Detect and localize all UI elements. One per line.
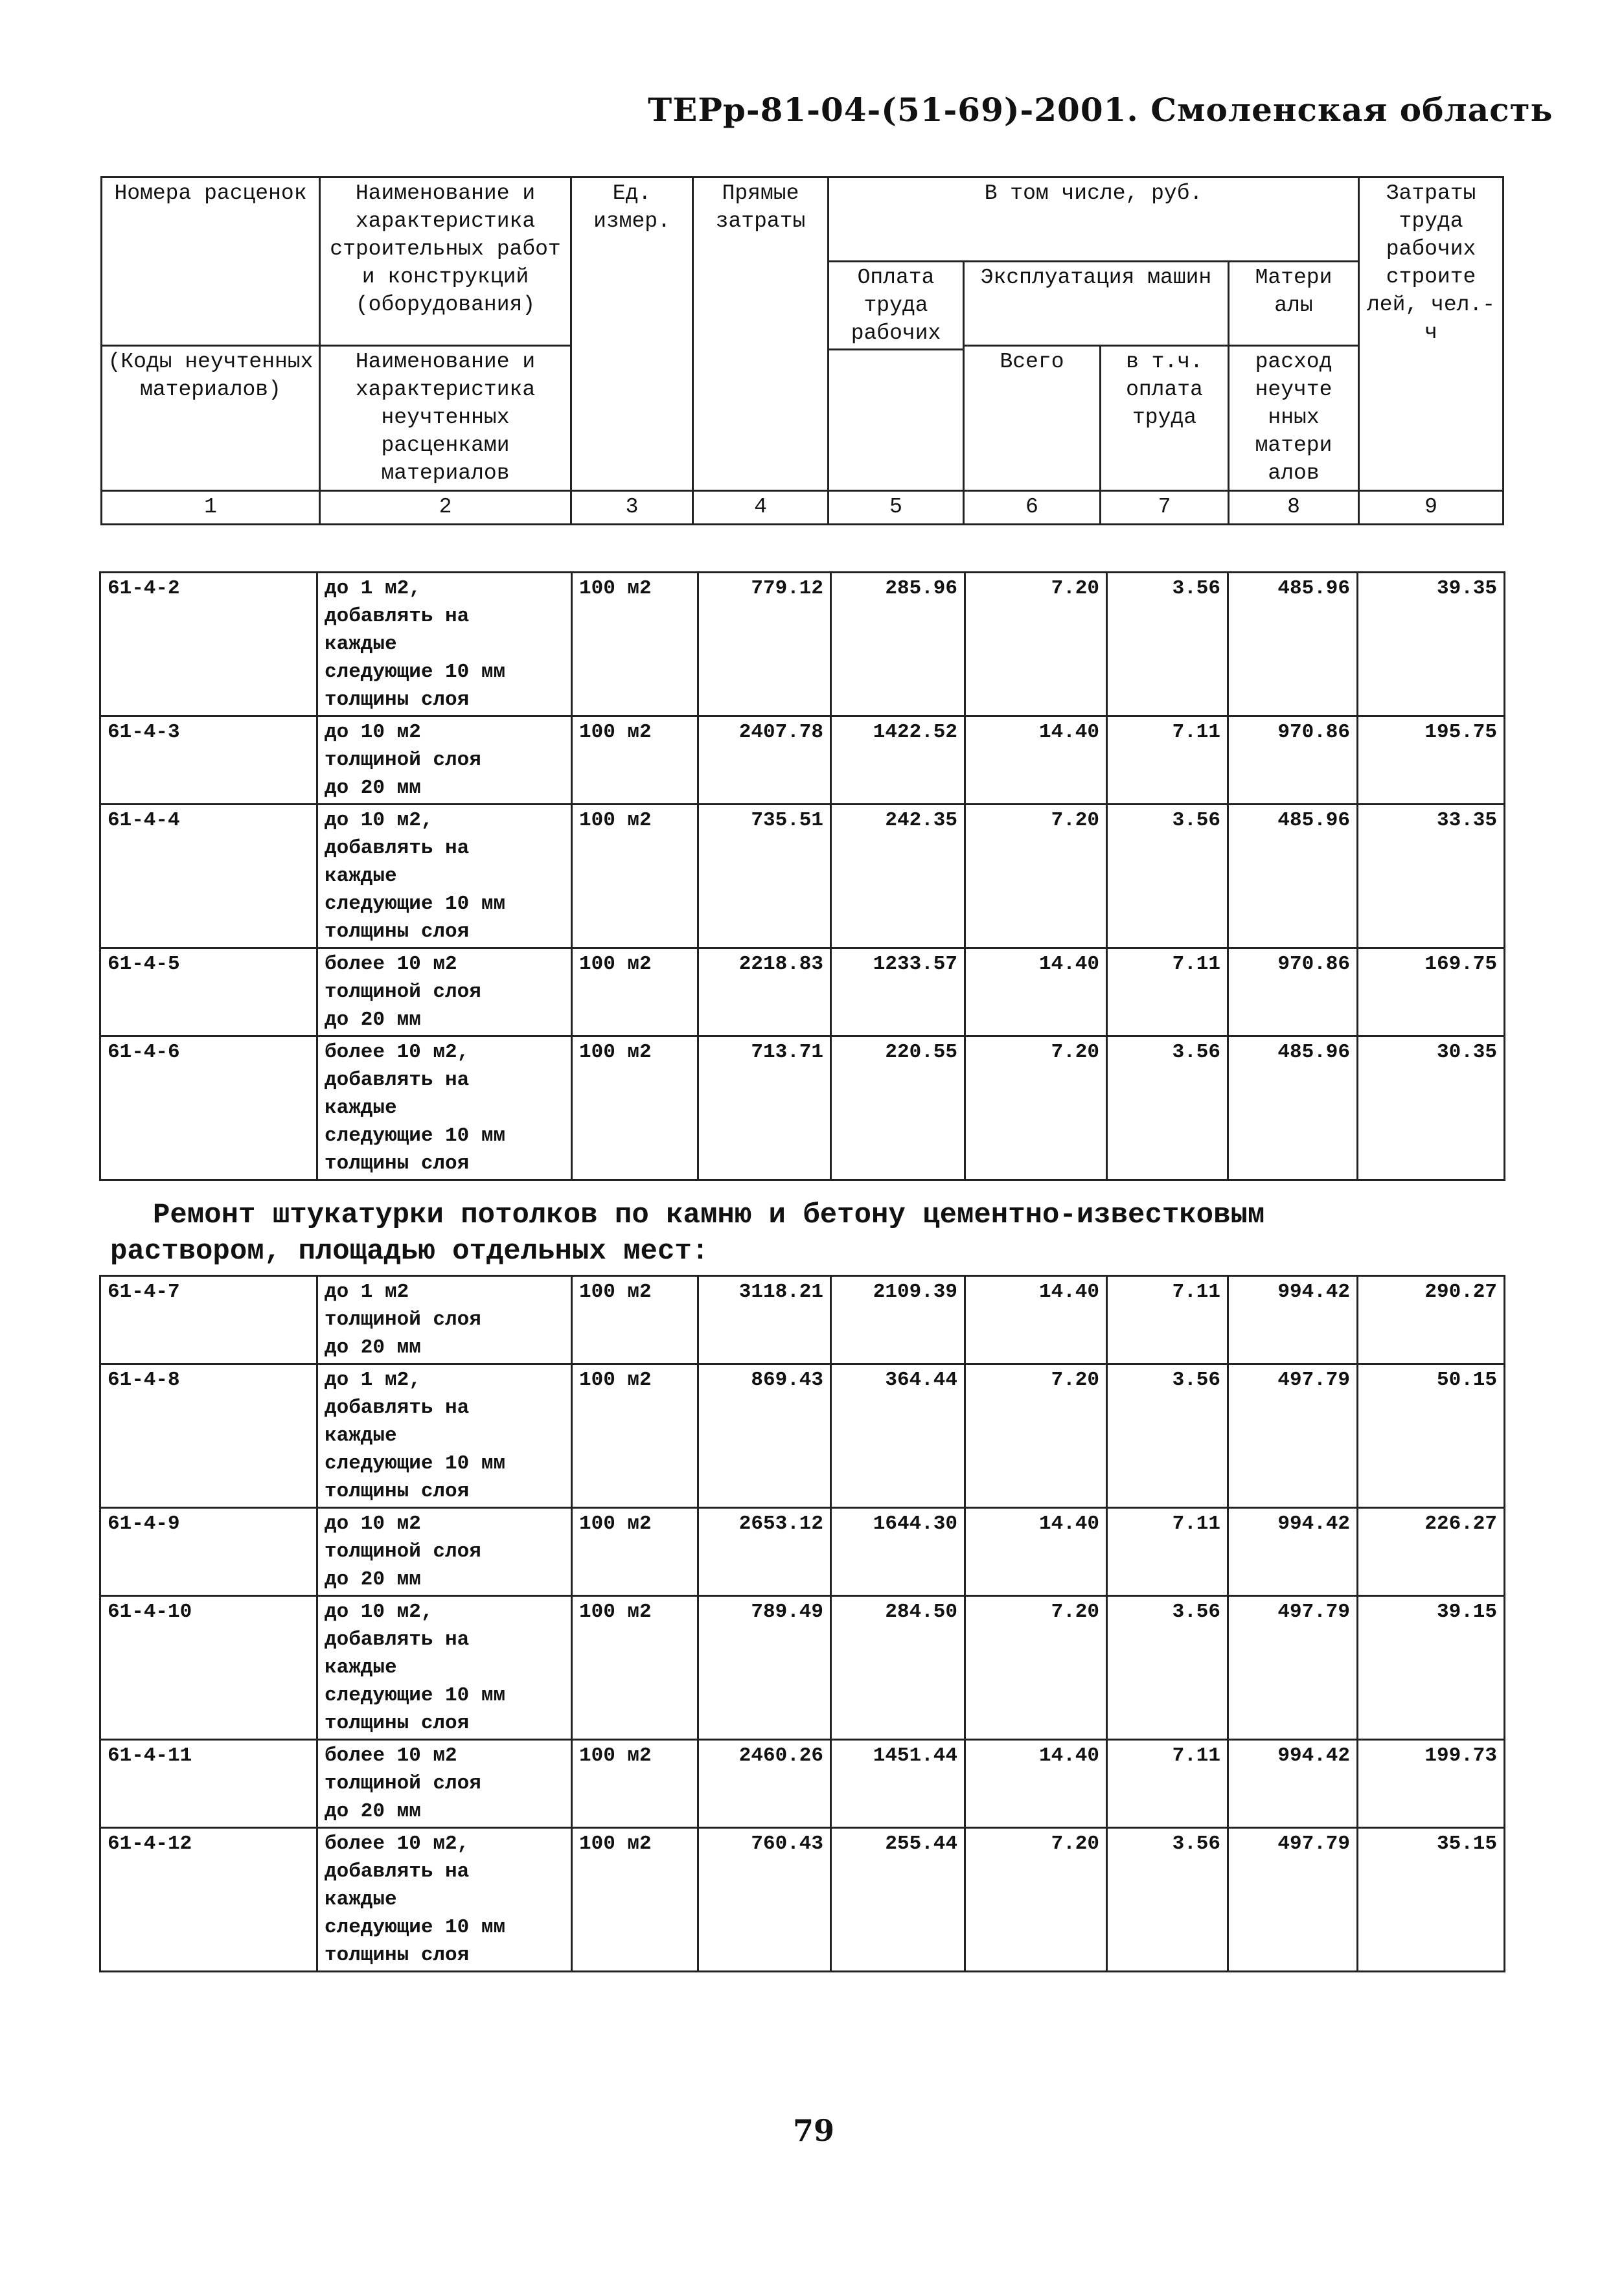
work-description-line: каждые [325, 633, 397, 656]
labor-hours-cell: 50.15 [1358, 1364, 1505, 1508]
section-heading-line: Ремонт штукатурки потолков по камню и бетону цементно-известковым [153, 1199, 1265, 1231]
header-cell-unit: Ед. измер. [571, 177, 693, 491]
table-row [100, 805, 1505, 948]
labor-pay-cell: 220.55 [831, 1036, 965, 1180]
direct-costs-cell: 2460.26 [698, 1740, 831, 1828]
rate-code-cell: 61-4-6 [100, 1036, 317, 1180]
column-number: 4 [693, 491, 829, 525]
table-row [100, 573, 1505, 716]
direct-costs-cell: 735.51 [698, 805, 831, 948]
labor-hours-cell: 199.73 [1358, 1740, 1505, 1828]
work-description-line: толщины слоя [325, 1944, 470, 1967]
table-row [100, 948, 1505, 1036]
materials-cell: 497.79 [1228, 1364, 1358, 1508]
rate-code-cell: 61-4-3 [100, 716, 317, 805]
work-description-line: толщиной слоя [325, 1772, 481, 1795]
labor-hours-cell: 290.27 [1358, 1276, 1505, 1364]
header-cell-machines-labor: в т.ч. оплата труда [1101, 346, 1229, 491]
work-description-line: добавлять на [325, 605, 470, 628]
work-description-cell [317, 573, 572, 716]
machines-total-cell: 7.20 [965, 805, 1107, 948]
header-cell-including: В том числе, руб. [829, 177, 1359, 262]
document-title: ТЕРр-81-04-(51-69)-2001. Смоленская область [648, 91, 1553, 129]
machines-total-cell: 7.20 [965, 1828, 1107, 1972]
work-description-line: до 20 мм [325, 1800, 421, 1823]
labor-hours-cell: 39.15 [1358, 1596, 1505, 1740]
work-description-line: до 10 м2, [325, 809, 433, 832]
labor-pay-cell: 285.96 [831, 573, 965, 716]
labor-pay-cell: 1233.57 [831, 948, 965, 1036]
work-description-line: каждые [325, 1424, 397, 1447]
machines-labor-cell: 3.56 [1107, 1364, 1228, 1508]
table-row [100, 1276, 1505, 1364]
machines-total-cell: 14.40 [965, 1276, 1107, 1364]
labor-hours-cell: 30.35 [1358, 1036, 1505, 1180]
header-cell-labor-hours: Затраты труда рабочих строите лей, чел.-ч [1359, 177, 1504, 491]
work-description-line: следующие 10 мм [325, 1452, 506, 1475]
work-description-cell [317, 1036, 572, 1180]
column-number: 2 [320, 491, 571, 525]
materials-cell: 970.86 [1228, 716, 1358, 805]
work-description-line: добавлять на [325, 1069, 470, 1091]
work-description-line: добавлять на [325, 1860, 470, 1883]
direct-costs-cell: 2218.83 [698, 948, 831, 1036]
work-description-line: до 10 м2 [325, 721, 421, 744]
work-description-cell [317, 1508, 572, 1596]
machines-total-cell: 7.20 [965, 573, 1107, 716]
rate-code-cell: 61-4-5 [100, 948, 317, 1036]
rate-code-cell: 61-4-7 [100, 1276, 317, 1364]
work-description-line: следующие 10 мм [325, 1684, 506, 1707]
work-description-line: следующие 10 мм [325, 893, 506, 915]
work-description-cell [317, 1364, 572, 1508]
work-description-line: толщиной слоя [325, 1308, 481, 1331]
machines-labor-cell: 3.56 [1107, 1036, 1228, 1180]
labor-hours-cell: 169.75 [1358, 948, 1505, 1036]
labor-pay-cell: 2109.39 [831, 1276, 965, 1364]
materials-cell: 485.96 [1228, 1036, 1358, 1180]
work-description-line: следующие 10 мм [325, 661, 506, 683]
work-description-cell [317, 1740, 572, 1828]
work-description-line: толщины слоя [325, 689, 470, 711]
labor-hours-cell: 33.35 [1358, 805, 1505, 948]
header-cell-material-consumption: расход неучте нных матери алов [1229, 346, 1359, 491]
machines-total-cell: 7.20 [965, 1036, 1107, 1180]
materials-cell: 970.86 [1228, 948, 1358, 1036]
rates-table-2 [99, 1275, 1505, 1972]
unit-cell: 100 м2 [572, 1508, 698, 1596]
unit-cell: 100 м2 [572, 573, 698, 716]
direct-costs-cell: 789.49 [698, 1596, 831, 1740]
work-description-line: до 20 мм [325, 1568, 421, 1591]
labor-pay-cell: 1422.52 [831, 716, 965, 805]
work-description-line: до 1 м2, [325, 577, 421, 600]
labor-pay-cell: 364.44 [831, 1364, 965, 1508]
unit-cell: 100 м2 [572, 805, 698, 948]
work-description-line: добавлять на [325, 837, 470, 860]
work-description-line: толщиной слоя [325, 981, 481, 1003]
work-description-line: добавлять на [325, 1628, 470, 1651]
header-cell-code: Номера расценок [102, 177, 320, 346]
work-description-cell [317, 716, 572, 805]
table-row [100, 716, 1505, 805]
machines-labor-cell: 7.11 [1107, 1740, 1228, 1828]
direct-costs-cell: 869.43 [698, 1364, 831, 1508]
unit-cell: 100 м2 [572, 1276, 698, 1364]
work-description-line: более 10 м2 [325, 1744, 457, 1767]
rate-code-cell: 61-4-12 [100, 1828, 317, 1972]
section-heading [110, 1197, 1264, 1270]
work-description-cell [317, 1828, 572, 1972]
machines-labor-cell: 3.56 [1107, 1828, 1228, 1972]
work-description-line: добавлять на [325, 1397, 470, 1419]
unit-cell: 100 м2 [572, 1036, 698, 1180]
direct-costs-cell: 760.43 [698, 1828, 831, 1972]
work-description-line: более 10 м2 [325, 953, 457, 976]
header-cell-materials: Матери алы [1229, 262, 1359, 346]
work-description-line: до 10 м2 [325, 1513, 421, 1535]
work-description-line: следующие 10 мм [325, 1916, 506, 1939]
rate-code-cell: 61-4-4 [100, 805, 317, 948]
work-description-line: до 10 м2, [325, 1601, 433, 1623]
work-description-line: каждые [325, 1097, 397, 1119]
work-description-line: до 1 м2 [325, 1281, 409, 1303]
column-number: 9 [1359, 491, 1504, 525]
work-description-line: каждые [325, 1888, 397, 1911]
table-row [100, 1364, 1505, 1508]
column-number: 8 [1229, 491, 1359, 525]
column-number: 3 [571, 491, 693, 525]
machines-total-cell: 14.40 [965, 1508, 1107, 1596]
direct-costs-cell: 2407.78 [698, 716, 831, 805]
rate-code-cell: 61-4-11 [100, 1740, 317, 1828]
page-number: 79 [793, 2113, 835, 2148]
table-row [100, 1740, 1505, 1828]
work-description-line: следующие 10 мм [325, 1125, 506, 1147]
work-description-cell [317, 948, 572, 1036]
work-description-cell [317, 1276, 572, 1364]
section-heading-line: раствором, площадью отдельных мест: [110, 1235, 709, 1268]
unit-cell: 100 м2 [572, 948, 698, 1036]
labor-pay-cell: 284.50 [831, 1596, 965, 1740]
unit-cell: 100 м2 [572, 1596, 698, 1740]
work-description-line: каждые [325, 865, 397, 887]
header-table [100, 176, 1504, 525]
header-cell-material-codes: (Коды неучтенных материалов) [102, 346, 320, 491]
work-description-line: до 1 м2, [325, 1369, 421, 1391]
materials-cell: 994.42 [1228, 1740, 1358, 1828]
materials-cell: 497.79 [1228, 1828, 1358, 1972]
labor-hours-cell: 39.35 [1358, 573, 1505, 716]
machines-total-cell: 14.40 [965, 948, 1107, 1036]
machines-labor-cell: 7.11 [1107, 716, 1228, 805]
work-description-line: до 20 мм [325, 1009, 421, 1031]
header-cell-machines-total: Всего [964, 346, 1101, 491]
work-description-line: каждые [325, 1656, 397, 1679]
labor-pay-cell: 1451.44 [831, 1740, 965, 1828]
work-description-line: более 10 м2, [325, 1041, 470, 1064]
labor-hours-cell: 226.27 [1358, 1508, 1505, 1596]
rate-code-cell: 61-4-10 [100, 1596, 317, 1740]
unit-cell: 100 м2 [572, 1364, 698, 1508]
machines-labor-cell: 7.11 [1107, 1508, 1228, 1596]
rate-code-cell: 61-4-2 [100, 573, 317, 716]
header-cell-material-names: Наименование и характеристика неучтенных расценками материалов [320, 346, 571, 491]
machines-labor-cell: 3.56 [1107, 805, 1228, 948]
direct-costs-cell: 2653.12 [698, 1508, 831, 1596]
machines-total-cell: 7.20 [965, 1364, 1107, 1508]
header-cell-machines: Эксплуатация машин [964, 262, 1229, 346]
work-description-line: более 10 м2, [325, 1833, 470, 1855]
labor-pay-cell: 255.44 [831, 1828, 965, 1972]
work-description-line: до 20 мм [325, 1336, 421, 1359]
table-row [100, 1036, 1505, 1180]
machines-labor-cell: 7.11 [1107, 948, 1228, 1036]
header-cell-labor-pay: Оплата труда рабочих [829, 262, 964, 350]
materials-cell: 485.96 [1228, 805, 1358, 948]
materials-cell: 497.79 [1228, 1596, 1358, 1740]
materials-cell: 994.42 [1228, 1508, 1358, 1596]
table-row [100, 1828, 1505, 1972]
header-cell-direct-costs: Прямые затраты [693, 177, 829, 491]
work-description-line: толщиной слоя [325, 1540, 481, 1563]
work-description-line: до 20 мм [325, 777, 421, 799]
work-description-line: толщины слоя [325, 1152, 470, 1175]
work-description-line: толщины слоя [325, 1712, 470, 1735]
direct-costs-cell: 3118.21 [698, 1276, 831, 1364]
labor-pay-cell: 1644.30 [831, 1508, 965, 1596]
column-number: 6 [964, 491, 1101, 525]
direct-costs-cell: 713.71 [698, 1036, 831, 1180]
work-description-cell [317, 805, 572, 948]
labor-pay-cell: 242.35 [831, 805, 965, 948]
machines-total-cell: 14.40 [965, 1740, 1107, 1828]
rate-code-cell: 61-4-8 [100, 1364, 317, 1508]
work-description-line: толщиной слоя [325, 749, 481, 771]
rate-code-cell: 61-4-9 [100, 1508, 317, 1596]
unit-cell: 100 м2 [572, 716, 698, 805]
direct-costs-cell: 779.12 [698, 573, 831, 716]
labor-hours-cell: 195.75 [1358, 716, 1505, 805]
work-description-line: толщины слоя [325, 920, 470, 943]
table-row [100, 1508, 1505, 1596]
materials-cell: 485.96 [1228, 573, 1358, 716]
header-cell-name: Наименование и характеристика строительных работ и конструкций (оборудования) [320, 177, 571, 346]
work-description-cell [317, 1596, 572, 1740]
column-number: 1 [102, 491, 320, 525]
column-number: 5 [829, 491, 964, 525]
machines-labor-cell: 3.56 [1107, 573, 1228, 716]
materials-cell: 994.42 [1228, 1276, 1358, 1364]
column-number: 7 [1101, 491, 1229, 525]
unit-cell: 100 м2 [572, 1740, 698, 1828]
rates-table-1 [99, 571, 1505, 1181]
machines-labor-cell: 7.11 [1107, 1276, 1228, 1364]
labor-hours-cell: 35.15 [1358, 1828, 1505, 1972]
machines-labor-cell: 3.56 [1107, 1596, 1228, 1740]
machines-total-cell: 7.20 [965, 1596, 1107, 1740]
work-description-line: толщины слоя [325, 1480, 470, 1503]
table-row [100, 1596, 1505, 1740]
machines-total-cell: 14.40 [965, 716, 1107, 805]
unit-cell: 100 м2 [572, 1828, 698, 1972]
